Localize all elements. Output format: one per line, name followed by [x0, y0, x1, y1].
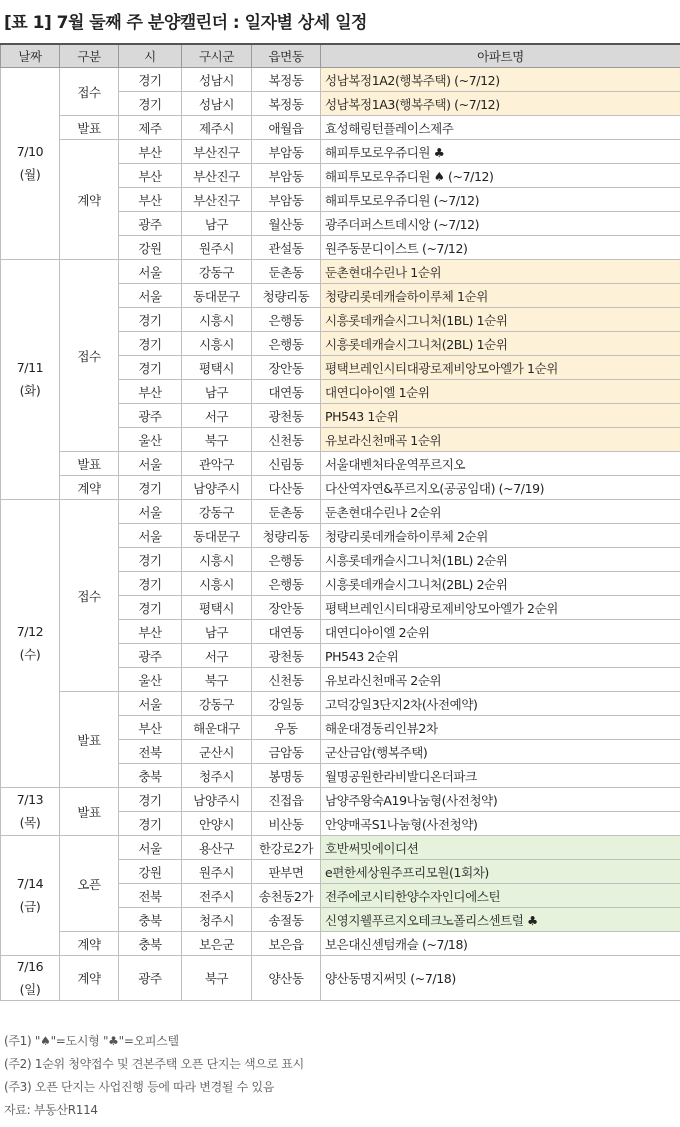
- town-cell: 다산동: [252, 476, 321, 500]
- district-cell: 북구: [182, 428, 252, 452]
- district-cell: 원주시: [182, 236, 252, 260]
- apartment-cell: 해피투모로우쥬디원 ♠ (~7/12): [321, 164, 680, 188]
- district-cell: 서구: [182, 644, 252, 668]
- town-cell: 판부면: [252, 860, 321, 884]
- apartment-cell: 평택브레인시티대광로제비앙모아엘가 2순위: [321, 596, 680, 620]
- town-cell: 부암동: [252, 140, 321, 164]
- city-cell: 경기: [119, 476, 182, 500]
- date-label: 7/10: [16, 144, 44, 159]
- district-cell: 동대문구: [182, 524, 252, 548]
- district-cell: 관악구: [182, 452, 252, 476]
- table-row: [1, 500, 680, 524]
- city-cell: 울산: [119, 428, 182, 452]
- table-row: [1, 260, 680, 284]
- apartment-cell: 전주에코시티한양수자인디에스틴: [321, 884, 680, 908]
- weekday-label: (월): [19, 167, 41, 182]
- apartment-cell: 유보라신천매곡 2순위: [321, 668, 680, 692]
- apartment-cell: 성남복정1A3(행복주택) (~7/12): [321, 92, 680, 116]
- apartment-cell: 청량리롯데캐슬하이루체 2순위: [321, 524, 680, 548]
- town-cell: 신림동: [252, 452, 321, 476]
- apartment-cell: 시흥롯데캐슬시그니처(1BL) 2순위: [321, 548, 680, 572]
- district-cell: 북구: [182, 956, 252, 1001]
- city-cell: 부산: [119, 188, 182, 212]
- category-cell: 오픈: [60, 836, 119, 932]
- schedule-table: [0, 43, 680, 1001]
- apartment-cell: 효성해링턴플레이스제주: [321, 116, 680, 140]
- apartment-cell: 유보라신천매곡 1순위: [321, 428, 680, 452]
- apartment-cell: 보은대신센텀캐슬 (~7/18): [321, 932, 680, 956]
- apartment-cell: 둔촌현대수린나 2순위: [321, 500, 680, 524]
- footnote-3: (주3) 오픈 단지는 사업진행 등에 따라 변경될 수 있음: [4, 1080, 275, 1094]
- district-cell: 전주시: [182, 884, 252, 908]
- weekday-label: (일): [19, 981, 41, 997]
- apartment-cell: 남양주왕숙A19나눔형(사전청약): [321, 788, 680, 812]
- city-cell: 충북: [119, 908, 182, 932]
- district-cell: 동대문구: [182, 284, 252, 308]
- town-cell: 송절동: [252, 908, 321, 932]
- city-cell: 경기: [119, 92, 182, 116]
- header-si: 시: [119, 44, 182, 68]
- district-cell: 강동구: [182, 260, 252, 284]
- town-cell: 부암동: [252, 188, 321, 212]
- district-cell: 원주시: [182, 860, 252, 884]
- town-cell: 부암동: [252, 164, 321, 188]
- apartment-cell: 둔촌현대수린나 1순위: [321, 260, 680, 284]
- town-cell: 대연동: [252, 620, 321, 644]
- table-row: [1, 788, 680, 812]
- apartment-cell: 대연디아이엘 2순위: [321, 620, 680, 644]
- apartment-cell: 고덕강일3단지2차(사전예약): [321, 692, 680, 716]
- city-cell: 경기: [119, 308, 182, 332]
- date-label: 7/13: [16, 792, 44, 807]
- town-cell: 은행동: [252, 548, 321, 572]
- city-cell: 경기: [119, 68, 182, 92]
- town-cell: 관설동: [252, 236, 321, 260]
- district-cell: 남구: [182, 212, 252, 236]
- date-label: 7/11: [16, 360, 44, 375]
- city-cell: 서울: [119, 260, 182, 284]
- town-cell: 청량리동: [252, 524, 321, 548]
- apartment-cell: 대연디아이엘 1순위: [321, 380, 680, 404]
- apartment-cell: 양산동명지써밋 (~7/18): [321, 956, 680, 1001]
- town-cell: 한강로2가: [252, 836, 321, 860]
- city-cell: 서울: [119, 692, 182, 716]
- apartment-cell: 월명공원한라비발디온더파크: [321, 764, 680, 788]
- city-cell: 경기: [119, 788, 182, 812]
- district-cell: 강동구: [182, 692, 252, 716]
- city-cell: 서울: [119, 524, 182, 548]
- apartment-cell: 평택브레인시티대광로제비앙모아엘가 1순위: [321, 356, 680, 380]
- apartment-cell: 해피투모로우쥬디원 ♣: [321, 140, 680, 164]
- date-label: 7/14: [16, 876, 44, 891]
- category-cell: 계약: [60, 956, 119, 1001]
- apartment-cell: 다산역자연&푸르지오(공공임대) (~7/19): [321, 476, 680, 500]
- table-row: [1, 836, 680, 860]
- apartment-cell: 해운대경동리인뷰2차: [321, 716, 680, 740]
- town-cell: 장안동: [252, 356, 321, 380]
- table-row: [1, 140, 680, 164]
- city-cell: 강원: [119, 860, 182, 884]
- city-cell: 광주: [119, 644, 182, 668]
- city-cell: 전북: [119, 740, 182, 764]
- date-cell: [1, 788, 60, 836]
- district-cell: 보은군: [182, 932, 252, 956]
- city-cell: 강원: [119, 236, 182, 260]
- town-cell: 청량리동: [252, 284, 321, 308]
- apartment-cell: 신영지웰푸르지오테크노폴리스센트럴 ♣: [321, 908, 680, 932]
- apartment-cell: e편한세상원주프리모원(1회차): [321, 860, 680, 884]
- category-cell: 발표: [60, 788, 119, 836]
- table-row: [1, 68, 680, 92]
- category-cell: 계약: [60, 932, 119, 956]
- city-cell: 울산: [119, 668, 182, 692]
- date-cell: [1, 836, 60, 956]
- district-cell: 군산시: [182, 740, 252, 764]
- category-cell: 접수: [60, 260, 119, 452]
- date-cell: [1, 260, 60, 500]
- table-title: [표 1] 7월 둘째 주 분양캘린더 : 일자별 상세 일정: [4, 13, 367, 33]
- header-apartment: 아파트명: [321, 44, 680, 68]
- district-cell: 시흥시: [182, 548, 252, 572]
- district-cell: 용산구: [182, 836, 252, 860]
- town-cell: 봉명동: [252, 764, 321, 788]
- date-cell: [1, 68, 60, 260]
- district-cell: 부산진구: [182, 140, 252, 164]
- table-row: [1, 692, 680, 716]
- table-row: [1, 116, 680, 140]
- town-cell: 애월읍: [252, 116, 321, 140]
- district-cell: 서구: [182, 404, 252, 428]
- weekday-label: (화): [19, 383, 41, 398]
- town-cell: 은행동: [252, 572, 321, 596]
- apartment-cell: 서울대벤처타운역푸르지오: [321, 452, 680, 476]
- district-cell: 강동구: [182, 500, 252, 524]
- district-cell: 안양시: [182, 812, 252, 836]
- city-cell: 부산: [119, 164, 182, 188]
- town-cell: 복정동: [252, 68, 321, 92]
- district-cell: 남구: [182, 620, 252, 644]
- town-cell: 장안동: [252, 596, 321, 620]
- town-cell: 신천동: [252, 668, 321, 692]
- town-cell: 둔촌동: [252, 500, 321, 524]
- category-cell: 발표: [60, 116, 119, 140]
- town-cell: 진접읍: [252, 788, 321, 812]
- apartment-cell: 청량리롯데캐슬하이루체 1순위: [321, 284, 680, 308]
- district-cell: 시흥시: [182, 572, 252, 596]
- city-cell: 경기: [119, 572, 182, 596]
- town-cell: 비산동: [252, 812, 321, 836]
- city-cell: 부산: [119, 140, 182, 164]
- weekday-label: (목): [19, 815, 41, 830]
- header-type: 구분: [60, 44, 119, 68]
- city-cell: 경기: [119, 356, 182, 380]
- district-cell: 시흥시: [182, 332, 252, 356]
- city-cell: 경기: [119, 812, 182, 836]
- date-cell: [1, 956, 60, 1001]
- town-cell: 복정동: [252, 92, 321, 116]
- table-row: [1, 956, 680, 1001]
- city-cell: 경기: [119, 548, 182, 572]
- table-body: [1, 68, 680, 1001]
- header-dong: 읍면동: [252, 44, 321, 68]
- city-cell: 서울: [119, 284, 182, 308]
- category-cell: 계약: [60, 476, 119, 500]
- city-cell: 부산: [119, 716, 182, 740]
- apartment-cell: 안양매곡S1나눔형(사전청약): [321, 812, 680, 836]
- district-cell: 시흥시: [182, 308, 252, 332]
- district-cell: 성남시: [182, 92, 252, 116]
- district-cell: 해운대구: [182, 716, 252, 740]
- city-cell: 서울: [119, 500, 182, 524]
- district-cell: 제주시: [182, 116, 252, 140]
- district-cell: 청주시: [182, 764, 252, 788]
- apartment-cell: 원주동문디이스트 (~7/12): [321, 236, 680, 260]
- apartment-cell: 군산금암(행복주택): [321, 740, 680, 764]
- city-cell: 부산: [119, 620, 182, 644]
- apartment-cell: PH543 2순위: [321, 644, 680, 668]
- town-cell: 은행동: [252, 308, 321, 332]
- apartment-cell: 광주더퍼스트데시앙 (~7/12): [321, 212, 680, 236]
- town-cell: 송천동2가: [252, 884, 321, 908]
- footnote-1: (주1) "♠"=도시형 "♣"=오피스텔: [4, 1034, 179, 1048]
- town-cell: 우동: [252, 716, 321, 740]
- town-cell: 월산동: [252, 212, 321, 236]
- category-cell: 계약: [60, 140, 119, 260]
- category-cell: 접수: [60, 68, 119, 116]
- category-cell: 발표: [60, 452, 119, 476]
- apartment-cell: PH543 1순위: [321, 404, 680, 428]
- district-cell: 청주시: [182, 908, 252, 932]
- apartment-cell: 호반써밋에이디션: [321, 836, 680, 860]
- district-cell: 북구: [182, 668, 252, 692]
- date-label: 7/12: [16, 624, 44, 639]
- header-row: [1, 44, 680, 68]
- date-label: 7/16: [16, 958, 44, 974]
- city-cell: 광주: [119, 212, 182, 236]
- town-cell: 은행동: [252, 332, 321, 356]
- footnotes: [4, 1030, 304, 1122]
- source-note: 자료: 부동산R114: [4, 1103, 98, 1117]
- table-row: [1, 476, 680, 500]
- apartment-cell: 시흥롯데캐슬시그니처(2BL) 2순위: [321, 572, 680, 596]
- header-gu: 구시군: [182, 44, 252, 68]
- town-cell: 광천동: [252, 644, 321, 668]
- header-date: 날짜: [1, 44, 60, 68]
- district-cell: 남구: [182, 380, 252, 404]
- category-cell: 접수: [60, 500, 119, 692]
- town-cell: 광천동: [252, 404, 321, 428]
- town-cell: 강일동: [252, 692, 321, 716]
- town-cell: 보은읍: [252, 932, 321, 956]
- city-cell: 부산: [119, 380, 182, 404]
- district-cell: 남양주시: [182, 788, 252, 812]
- town-cell: 금암동: [252, 740, 321, 764]
- town-cell: 신천동: [252, 428, 321, 452]
- city-cell: 충북: [119, 932, 182, 956]
- category-cell: 발표: [60, 692, 119, 788]
- weekday-label: (수): [19, 647, 41, 662]
- table-row: [1, 452, 680, 476]
- city-cell: 충북: [119, 764, 182, 788]
- apartment-cell: 시흥롯데캐슬시그니처(1BL) 1순위: [321, 308, 680, 332]
- city-cell: 서울: [119, 836, 182, 860]
- city-cell: 경기: [119, 332, 182, 356]
- apartment-cell: 해피투모로우쥬디원 (~7/12): [321, 188, 680, 212]
- footnote-2: (주2) 1순위 청약접수 및 견본주택 오픈 단지는 색으로 표시: [4, 1057, 304, 1071]
- town-cell: 둔촌동: [252, 260, 321, 284]
- city-cell: 광주: [119, 404, 182, 428]
- town-cell: 대연동: [252, 380, 321, 404]
- district-cell: 남양주시: [182, 476, 252, 500]
- district-cell: 부산진구: [182, 188, 252, 212]
- weekday-label: (금): [19, 899, 41, 914]
- city-cell: 광주: [119, 956, 182, 1001]
- city-cell: 서울: [119, 452, 182, 476]
- district-cell: 성남시: [182, 68, 252, 92]
- table-row: [1, 932, 680, 956]
- district-cell: 부산진구: [182, 164, 252, 188]
- city-cell: 제주: [119, 116, 182, 140]
- city-cell: 전북: [119, 884, 182, 908]
- city-cell: 경기: [119, 596, 182, 620]
- town-cell: 양산동: [252, 956, 321, 1001]
- apartment-cell: 시흥롯데캐슬시그니처(2BL) 1순위: [321, 332, 680, 356]
- district-cell: 평택시: [182, 596, 252, 620]
- date-cell: [1, 500, 60, 788]
- apartment-cell: 성남복정1A2(행복주택) (~7/12): [321, 68, 680, 92]
- district-cell: 평택시: [182, 356, 252, 380]
